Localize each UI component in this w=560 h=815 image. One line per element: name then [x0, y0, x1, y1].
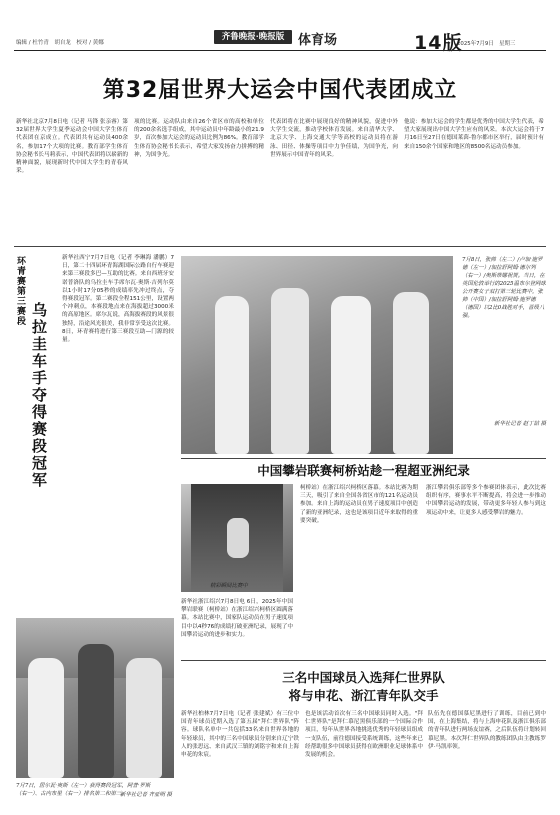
player-figure-2: [271, 288, 309, 454]
lead-headline: 第32届世界大运会中国代表团成立: [102, 78, 458, 103]
masthead-logo-text: 齐鲁晚报·晚报版: [221, 32, 285, 42]
climber-figure: [227, 518, 249, 558]
climbing-photo-caption: 精彩瞬间比赛中: [210, 583, 248, 589]
climbing-col-1: 新华社浙江绍兴7月8日电 6日，2025年中国攀岩联赛（柯桥站）在浙江绍兴柯桥区圆满落幕。本站比赛中，国家队运动员在男子速度项目中以4秒76的成绩打破亚洲纪录，展现了中国攀岩运动的进步和实力。: [181, 599, 293, 638]
player-figure-4: [393, 292, 429, 454]
lead-col-1: 新华社北京7月8日电（记者 马锋 张亲睿）第32届世界大学生夏季运动会中国大学生体育代表团在京成立。代表团共有运动员400余名，参加17个大项的比赛。教育部学生体育协会秘书长马莉表示，中国代表团将以崭新的精神面貌，展现新时代中国大学生的青春风采。: [16, 119, 128, 175]
section-name: 体育场: [298, 33, 338, 48]
player-figure-3: [331, 296, 371, 454]
rider-figure-1: [28, 658, 64, 778]
cycling-photo-credit: 新华社记者 齐亚明 摄: [120, 792, 172, 798]
page-number: 14版: [414, 32, 463, 54]
editors-credit: 编辑 / 杜竹青 胡自龙 校对 / 黄娜: [16, 40, 104, 46]
climbing-col-3: 浙江攀岩俱乐部等多个参赛团体表示，此次比赛组织有序，赛事水平不断提高，将会进一步推动中国攀岩运动的发展，带动更多年轻人参与到这项运动中来，让更多人感受攀岩的魅力。: [426, 485, 546, 516]
lead-col-4: 他说：参加大运会的学生都是优秀的中国大学生代表，希望大家展现出中国大学生应有的风采。本次大运会将于7月16日至27日在德国莱茵-鲁尔都市区举行，届时预计有来自150余个国家和地区的8500名运动员参加。: [404, 119, 544, 150]
football-headline-line-2: 将与申花、浙江青年队交手: [288, 688, 439, 703]
rider-figure-2: [78, 644, 114, 778]
football-col-3: 队伍先在德国慕尼黑进行了训练，目前已到中国，在上海集结，将与上海申花队及浙江俱乐部的青年队进行两场友谊赛，之后队伍将计划转回慕尼黑。本次拜仁世界队的教练团队由主教练罗伊·马凯率领。: [428, 711, 546, 750]
cycling-body: 新华社西宁7月7日电（记者 李琳海 潘鹏）7日，第二十四届环青海湖国际公路自行车赛迎来第三赛段多巴—互助的比赛。来自西班牙安诺普洛队的乌拉圭车手席尔瓦·奥斯·吉列尔莫以1小时17分05秒的成绩率先冲过终点，夺得赛段冠军。第二赛段全程151公里，设置两个冲刺点，本赛段地点来在海拔超过3000米的高原地区。席尔瓦说，高海拔赛段的风景很独特，沿途风光很美，我非常享受这次比赛。8日，环青赛将进行第三赛段互助—门源的较量。: [62, 255, 174, 344]
football-headline-line-1: 三名中国球员入选拜仁世界队: [282, 670, 445, 685]
lead-col-3: 代表团将在比赛中展现良好的精神风貌，促进中外大学生交流，推动学校体育发展。来自清华大学、北京大学、上海交通大学等高校的运动员将在游泳、田径、体操等项目中力争佳绩，为国争光，向世界展示中国青年的风采。: [270, 119, 398, 158]
issue-date: 2025年7月9日 星期三: [457, 41, 516, 47]
cycling-podium-photo: [16, 618, 174, 778]
masthead-logo: [214, 30, 292, 44]
cycling-photo-caption: 7月7日，居尔瓦·奥斯（左一）获得赛段冠军，阿普·罗斯（右一）、古内布里（右一）排名第二和第三。: [16, 783, 151, 797]
tennis-photo-credit: 新华社记者 赵丁喆 摄: [494, 421, 546, 427]
climbing-divider: [181, 458, 546, 459]
climbing-col-2: 柯桥站）在浙江绍兴柯桥区落幕。本站比赛为期三天，吸引了来自全国各省区市的121名运动员参加。来自上海的运动员在男子速度项目中创造了新的亚洲纪录，这也是该项目近年来取得的重要突破。: [300, 485, 418, 524]
tennis-photo: [181, 256, 453, 454]
football-col-2: 也是该活动首次有三名中国球员同时入选。"拜仁世界队"是拜仁慕尼黑俱乐部的一个国际合作项目，每年从世界各地挑选优秀的年轻球员组成一支队伍，前往德国接受系统训练，这些年来已经帮助很多中国球员获得在欧洲职业足球体系中发展的机会。: [305, 711, 423, 759]
tennis-photo-caption: 7月8日，张帅（左二）/卢加·施罗德（左一）/加拉舒阿姆·德尔列（右一）/奥斯蒂娜祝贺。当日，在英国伦敦举行的2025温布尔登网球公开赛女子双打第三轮比赛中，张帅（中国）/加拉舒阿姆·施罗德（德国）以2比0战胜对手，晋级八强。: [462, 257, 546, 319]
masthead-rule: [14, 50, 546, 51]
lead-col-2: 项的比赛。运动队由来自26个省区市的高校和单位的200余名选手组成，其中运动员中年龄最小的21.9岁，首次参加大运会的运动员比例为86%。教育部学生体育协会秘书长表示，希望大家发扬奋力拼搏的精神，为国争光。: [134, 119, 264, 158]
lead-divider: [14, 246, 546, 247]
player-figure-1: [215, 296, 249, 454]
rider-figure-3: [126, 658, 162, 778]
football-col-1: 新华社柏林7月7日电（记者 张建斌）有三位中国青年球员近期入选了第五届"拜仁世界队"阵容。球队名单中一共包括33名来自世界各地的年轻球员，其中的三名中国球员分别来自辽宁铁人的张思远、来自武汉三镇的刘铭宇和来自上海申花的朱宸。: [181, 711, 299, 759]
climbing-photo: [181, 484, 293, 592]
cycling-side-headline: 乌拉圭车手夺得赛段冠军: [30, 302, 48, 489]
climbing-headline: 中国攀岩联赛柯桥站趁一程超亚洲纪录: [257, 463, 470, 478]
football-divider: [181, 660, 546, 661]
cycling-side-headline-small: 环青赛第三赛段: [15, 256, 25, 326]
